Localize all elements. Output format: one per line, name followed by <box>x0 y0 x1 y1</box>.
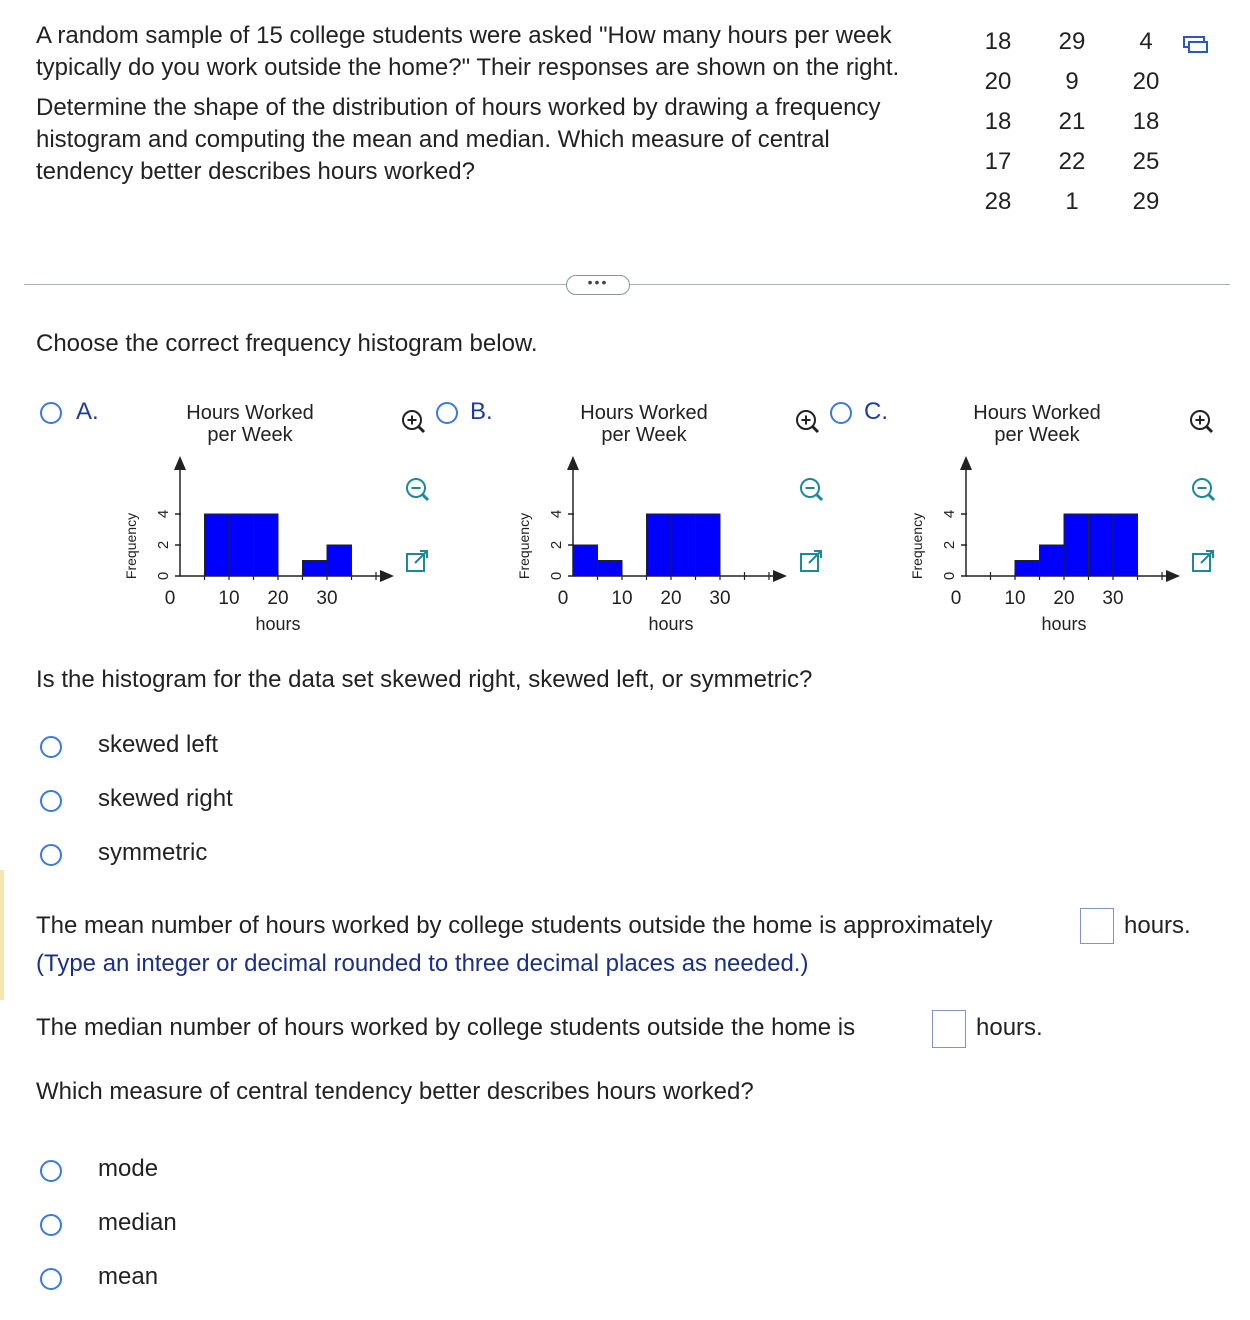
histogram-b <box>503 450 793 640</box>
y-tick-label: 2 <box>941 540 958 550</box>
data-cell: 17 <box>984 148 1012 175</box>
skew-question: Is the histogram for the data set skewed right, skewed left, or symmetric? <box>36 666 813 693</box>
histogram-bar <box>1040 545 1065 576</box>
zoom-out-icon[interactable] <box>798 476 824 502</box>
mean-radio[interactable] <box>40 1268 62 1290</box>
hist-b-title-line1: Hours Worked <box>580 402 708 424</box>
data-cell: 9 <box>1065 68 1079 95</box>
x-tick-label: 0 <box>950 588 962 609</box>
y-tick-label: 4 <box>548 509 565 519</box>
y-axis-label: Frequency <box>123 512 139 580</box>
median-answer-input[interactable] <box>932 1010 966 1048</box>
y-tick-label: 2 <box>155 540 172 550</box>
mean-unit: hours. <box>1124 912 1191 939</box>
x-tick-label: 20 <box>660 588 682 609</box>
zoom-in-icon[interactable] <box>794 408 820 434</box>
x-tick-label: 10 <box>1004 588 1026 609</box>
symmetric-label[interactable]: symmetric <box>98 839 208 866</box>
histogram-bar <box>573 545 598 576</box>
x-tick-label: 10 <box>218 588 240 609</box>
histogram-a <box>110 450 400 640</box>
hist-b-title-line2: per Week <box>601 424 687 446</box>
zoom-in-icon[interactable] <box>400 408 426 434</box>
x-tick-label: 30 <box>1102 588 1124 609</box>
hist-a-title-line2: per Week <box>207 424 293 446</box>
mean-hint: (Type an integer or decimal rounded to three decimal places as needed.) <box>36 950 809 977</box>
histogram-bar <box>327 545 352 576</box>
x-tick-label: 10 <box>611 588 633 609</box>
hist-b-title <box>544 402 744 446</box>
mode-radio[interactable] <box>40 1160 62 1182</box>
question-line-3: Determine the shape of the distribution of hours worked by drawing a frequency <box>36 94 881 121</box>
y-axis-label: Frequency <box>909 512 925 580</box>
histogram-bar <box>1089 514 1114 576</box>
data-cell: 28 <box>984 188 1012 215</box>
x-axis-label: hours <box>255 614 301 634</box>
question-line-4: histogram and computing the mean and median. Which measure of central <box>36 126 830 153</box>
y-axis-arrow <box>174 456 186 470</box>
histogram-bar <box>1015 561 1040 577</box>
hist-a-title <box>150 402 350 446</box>
y-tick-label: 4 <box>155 509 172 519</box>
data-cell: 25 <box>1132 148 1160 175</box>
histogram-bar <box>1064 514 1089 576</box>
histogram-bar <box>598 561 623 577</box>
skewed-right-radio[interactable] <box>40 790 62 812</box>
data-cell: 21 <box>1058 108 1086 135</box>
left-edge-marker <box>0 870 4 1000</box>
option-c-letter: C. <box>864 398 888 425</box>
histogram-bar <box>696 514 721 576</box>
data-cell: 29 <box>1058 28 1086 55</box>
median-question: The median number of hours worked by college students outside the home is <box>36 1014 856 1041</box>
copy-data-icon[interactable] <box>1180 30 1210 60</box>
mean-answer-input[interactable] <box>1080 908 1114 944</box>
y-axis-arrow <box>567 456 579 470</box>
data-cell: 20 <box>984 68 1012 95</box>
histogram-bar <box>1113 514 1138 576</box>
option-b-letter: B. <box>470 398 493 425</box>
skewed-right-label[interactable]: skewed right <box>98 785 233 812</box>
y-tick-label: 0 <box>941 571 958 581</box>
question-line-5: tendency better describes hours worked? <box>36 158 475 185</box>
y-tick-label: 4 <box>941 509 958 519</box>
y-tick-label: 0 <box>548 571 565 581</box>
open-new-window-icon[interactable] <box>1190 548 1216 574</box>
x-tick-label: 30 <box>316 588 338 609</box>
y-tick-label: 0 <box>155 571 172 581</box>
histogram-bar <box>254 514 279 576</box>
x-axis-label: hours <box>1041 614 1087 634</box>
x-axis-label: hours <box>648 614 694 634</box>
question-line-1: A random sample of 15 college students were asked "How many hours per week <box>36 22 892 49</box>
x-tick-label: 0 <box>557 588 569 609</box>
mean-question: The mean number of hours worked by college students outside the home is approximately <box>36 912 993 939</box>
open-new-window-icon[interactable] <box>404 548 430 574</box>
histogram-bar <box>229 514 254 576</box>
hist-a-title-line1: Hours Worked <box>186 402 314 424</box>
median-unit: hours. <box>976 1014 1043 1041</box>
hist-c-title <box>937 402 1137 446</box>
median-label[interactable]: median <box>98 1209 177 1236</box>
option-a-radio[interactable] <box>40 402 62 424</box>
question-line-2: typically do you work outside the home?" Their responses are shown on the right. <box>36 54 900 81</box>
open-new-window-icon[interactable] <box>798 548 824 574</box>
x-tick-label: 20 <box>267 588 289 609</box>
mean-label[interactable]: mean <box>98 1263 159 1290</box>
zoom-out-icon[interactable] <box>404 476 430 502</box>
data-cell: 1 <box>1065 188 1079 215</box>
x-axis-arrow <box>380 570 394 582</box>
x-axis-arrow <box>1166 570 1180 582</box>
central-tendency-question: Which measure of central tendency better describes hours worked? <box>36 1078 754 1105</box>
data-cell: 18 <box>984 28 1012 55</box>
skewed-left-label[interactable]: skewed left <box>98 731 219 758</box>
data-cell: 4 <box>1139 28 1153 55</box>
y-axis-arrow <box>960 456 972 470</box>
x-tick-label: 30 <box>709 588 731 609</box>
option-a-letter: A. <box>76 398 99 425</box>
mode-label[interactable]: mode <box>98 1155 159 1182</box>
histogram-prompt: Choose the correct frequency histogram below. <box>36 330 538 357</box>
option-c-radio[interactable] <box>830 402 852 424</box>
histogram-bar <box>303 561 328 577</box>
x-axis-arrow <box>773 570 787 582</box>
histogram-bar <box>671 514 696 576</box>
data-cell: 18 <box>984 108 1012 135</box>
x-tick-label: 0 <box>164 588 176 609</box>
symmetric-radio[interactable] <box>40 844 62 866</box>
x-tick-label: 20 <box>1053 588 1075 609</box>
y-tick-label: 2 <box>548 540 565 550</box>
hist-c-title-line1: Hours Worked <box>973 402 1101 424</box>
median-radio[interactable] <box>40 1214 62 1236</box>
data-cell: 18 <box>1132 108 1160 135</box>
histogram-bar <box>205 514 230 576</box>
data-cell: 20 <box>1132 68 1160 95</box>
zoom-out-icon[interactable] <box>1190 476 1216 502</box>
data-cell: 29 <box>1132 188 1160 215</box>
zoom-in-icon[interactable] <box>1188 408 1214 434</box>
skewed-left-radio[interactable] <box>40 736 62 758</box>
histogram-c <box>896 450 1186 640</box>
expand-more-button[interactable]: ••• <box>566 275 630 295</box>
y-axis-label: Frequency <box>516 512 532 580</box>
histogram-bar <box>647 514 672 576</box>
option-b-radio[interactable] <box>436 402 458 424</box>
data-cell: 22 <box>1058 148 1086 175</box>
hist-c-title-line2: per Week <box>994 424 1080 446</box>
